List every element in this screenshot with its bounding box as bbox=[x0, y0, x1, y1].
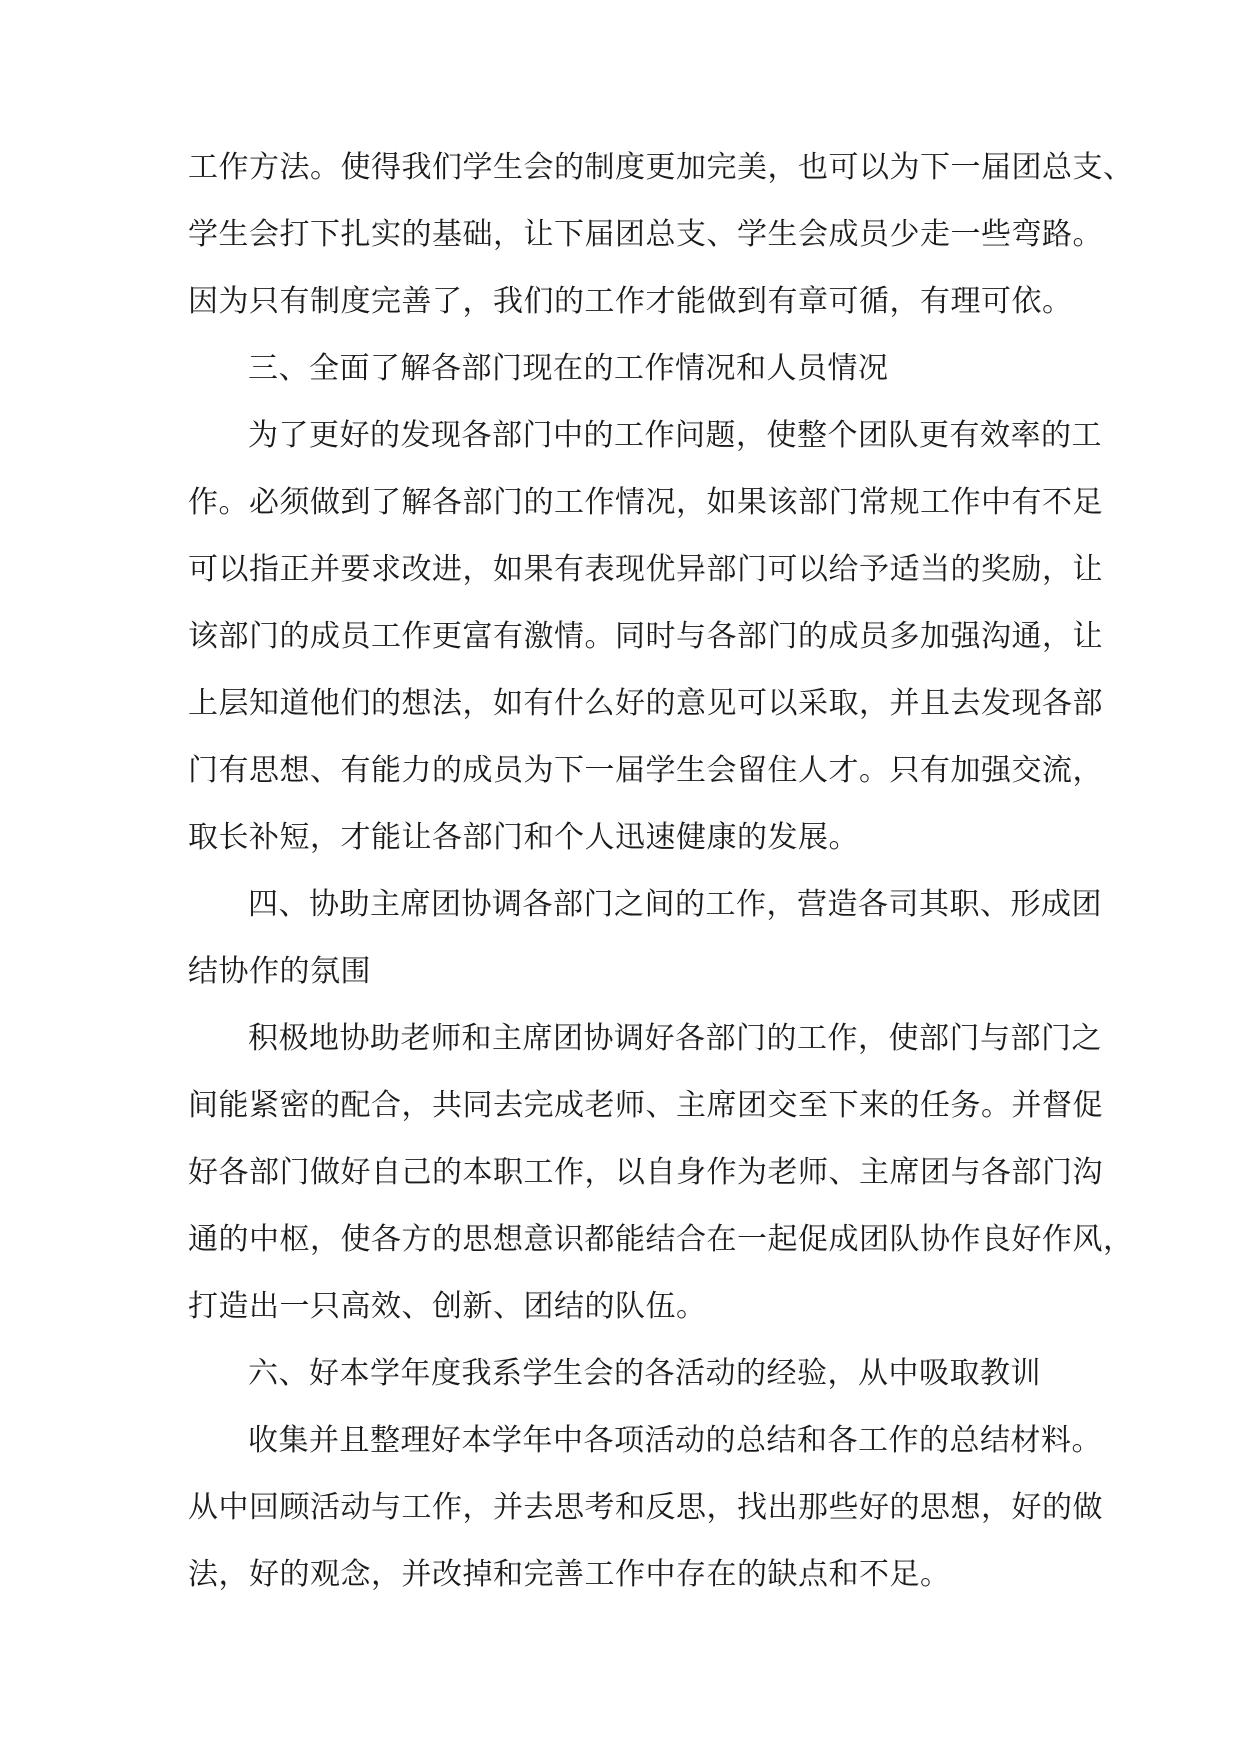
section-heading-continued: 结协作的氛围 bbox=[188, 954, 371, 989]
paragraph-line: 打造出一只高效、创新、团结的队伍。 bbox=[188, 1289, 707, 1324]
paragraph-line: 积极地协助老师和主席团协调好各部门的工作，使部门与部门之 bbox=[248, 1021, 1102, 1056]
paragraph-line: 上层知道他们的想法，如有什么好的意见可以采取，并且去发现各部 bbox=[188, 686, 1103, 721]
paragraph-line: 学生会打下扎实的基础，让下届团总支、学生会成员少走一些弯路。 bbox=[188, 217, 1103, 252]
section-heading: 三、全面了解各部门现在的工作情况和人员情况 bbox=[248, 351, 889, 386]
paragraph-line: 可以指正并要求改进，如果有表现优异部门可以给予适当的奖励，让 bbox=[188, 552, 1103, 587]
paragraph-line: 工作方法。使得我们学生会的制度更加完美，也可以为下一届团总支、 bbox=[188, 150, 1134, 185]
paragraph-line: 门有思想、有能力的成员为下一届学生会留住人才。只有加强交流， bbox=[188, 753, 1103, 788]
paragraph-line: 好各部门做好自己的本职工作，以自身作为老师、主席团与各部门沟 bbox=[188, 1155, 1103, 1190]
paragraph-line: 法，好的观念，并改掉和完善工作中存在的缺点和不足。 bbox=[188, 1557, 951, 1592]
section-heading: 六、好本学年度我系学生会的各活动的经验，从中吸取教训 bbox=[248, 1356, 1041, 1391]
paragraph-line: 收集并且整理好本学年中各项活动的总结和各工作的总结材料。 bbox=[248, 1423, 1102, 1458]
paragraph-line: 作。必须做到了解各部门的工作情况，如果该部门常规工作中有不足 bbox=[188, 485, 1103, 520]
paragraph-line: 从中回顾活动与工作，并去思考和反思，找出那些好的思想，好的做 bbox=[188, 1490, 1103, 1525]
paragraph-line: 间能紧密的配合，共同去完成老师、主席团交至下来的任务。并督促 bbox=[188, 1088, 1103, 1123]
paragraph-line: 通的中枢，使各方的思想意识都能结合在一起促成团队协作良好作风， bbox=[188, 1222, 1134, 1257]
paragraph-line: 为了更好的发现各部门中的工作问题，使整个团队更有效率的工 bbox=[248, 418, 1102, 453]
paragraph-line: 因为只有制度完善了，我们的工作才能做到有章可循，有理可依。 bbox=[188, 284, 1073, 319]
section-heading: 四、协助主席团协调各部门之间的工作，营造各司其职、形成团 bbox=[248, 887, 1102, 922]
paragraph-line: 取长补短，才能让各部门和个人迅速健康的发展。 bbox=[188, 820, 859, 855]
paragraph-line: 该部门的成员工作更富有激情。同时与各部门的成员多加强沟通，让 bbox=[188, 619, 1103, 654]
